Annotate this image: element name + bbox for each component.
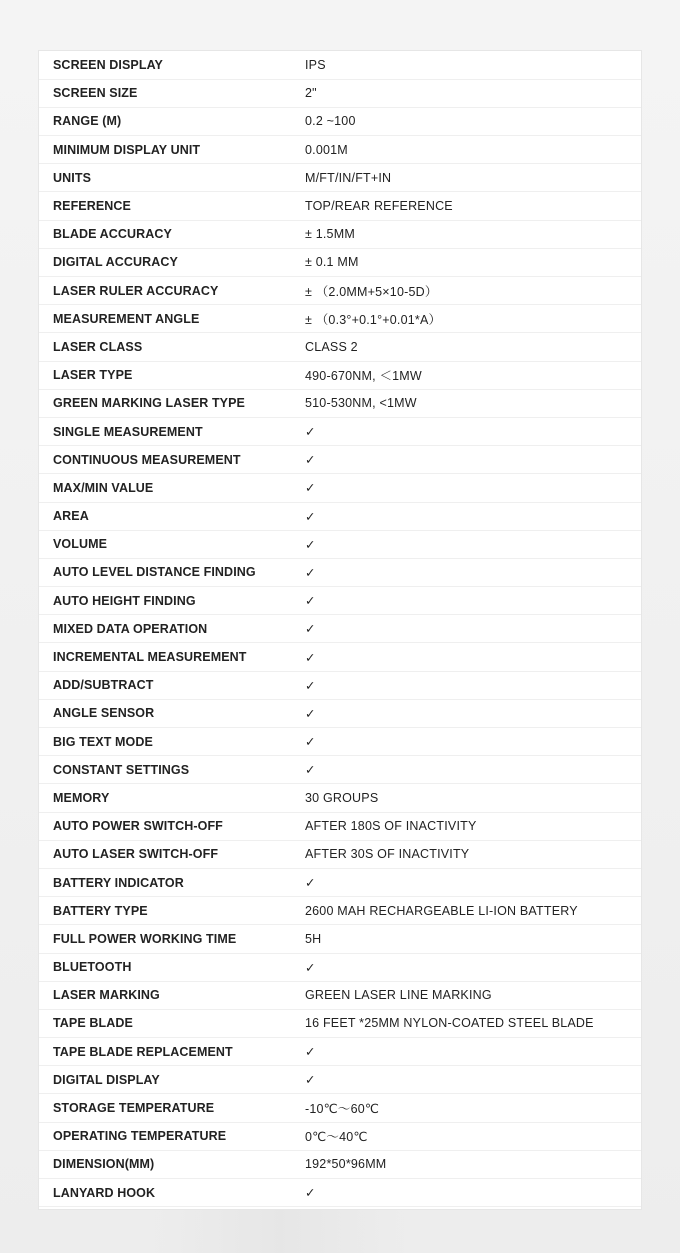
spec-label: REFERENCE (39, 192, 305, 220)
spec-value: CLASS 2 (305, 333, 641, 361)
spec-value-checkmark: ✓ (305, 446, 641, 474)
spec-label: BATTERY INDICATOR (39, 868, 305, 896)
spec-row (39, 446, 641, 474)
spec-table-body (39, 51, 641, 1207)
spec-row (39, 812, 641, 840)
spec-row (39, 192, 641, 220)
spec-label: SCREEN DISPLAY (39, 51, 305, 79)
spec-row (39, 953, 641, 981)
spec-label: BLADE ACCURACY (39, 220, 305, 248)
spec-row (39, 248, 641, 276)
spec-label: ANGLE SENSOR (39, 699, 305, 727)
spec-label: MINIMUM DISPLAY UNIT (39, 136, 305, 164)
spec-value: 5H (305, 925, 641, 953)
spec-value: M/FT/IN/FT+IN (305, 164, 641, 192)
spec-label: DIMENSION(MM) (39, 1150, 305, 1178)
spec-row (39, 333, 641, 361)
spec-row (39, 417, 641, 445)
spec-value-checkmark: ✓ (305, 474, 641, 502)
spec-row (39, 1179, 641, 1207)
spec-row (39, 868, 641, 896)
spec-label: LASER CLASS (39, 333, 305, 361)
spec-value: ± 1.5MM (305, 220, 641, 248)
spec-value: ± 0.1 MM (305, 248, 641, 276)
spec-value: -10℃～60℃ (305, 1094, 641, 1122)
spec-value: GREEN LASER LINE MARKING (305, 981, 641, 1009)
spec-value: 0.2 ~100 (305, 107, 641, 135)
spec-value: ± （2.0MM+5×10-5D） (305, 277, 641, 305)
spec-label: GREEN MARKING LASER TYPE (39, 389, 305, 417)
spec-row (39, 389, 641, 417)
spec-value: AFTER 180S OF INACTIVITY (305, 812, 641, 840)
spec-label: MEMORY (39, 784, 305, 812)
spec-value: 30 GROUPS (305, 784, 641, 812)
spec-label: SCREEN SIZE (39, 79, 305, 107)
spec-row (39, 277, 641, 305)
spec-label: AREA (39, 502, 305, 530)
spec-value-checkmark: ✓ (305, 417, 641, 445)
spec-label: CONSTANT SETTINGS (39, 756, 305, 784)
spec-row (39, 530, 641, 558)
spec-label: BLUETOOTH (39, 953, 305, 981)
spec-label: OPERATING TEMPERATURE (39, 1122, 305, 1150)
spec-label: AUTO LEVEL DISTANCE FINDING (39, 558, 305, 586)
spec-row (39, 784, 641, 812)
spec-value-checkmark: ✓ (305, 756, 641, 784)
spec-value-checkmark: ✓ (305, 1179, 641, 1207)
spec-value: 0℃～40℃ (305, 1122, 641, 1150)
spec-row (39, 107, 641, 135)
spec-row (39, 474, 641, 502)
spec-label: AUTO POWER SWITCH-OFF (39, 812, 305, 840)
spec-label: ADD/SUBTRACT (39, 671, 305, 699)
spec-value: 0.001M (305, 136, 641, 164)
spec-label: BATTERY TYPE (39, 897, 305, 925)
spec-row (39, 164, 641, 192)
spec-label: FULL POWER WORKING TIME (39, 925, 305, 953)
spec-row (39, 840, 641, 868)
spec-label: SINGLE MEASUREMENT (39, 417, 305, 445)
spec-value: AFTER 30S OF INACTIVITY (305, 840, 641, 868)
spec-row (39, 925, 641, 953)
spec-value: 510-530NM, <1MW (305, 389, 641, 417)
spec-value-checkmark: ✓ (305, 558, 641, 586)
spec-row (39, 502, 641, 530)
spec-value-checkmark: ✓ (305, 530, 641, 558)
bottom-shadow (150, 1210, 410, 1253)
spec-value: IPS (305, 51, 641, 79)
spec-label: CONTINUOUS MEASUREMENT (39, 446, 305, 474)
spec-row (39, 1094, 641, 1122)
spec-label: AUTO LASER SWITCH-OFF (39, 840, 305, 868)
spec-label: MAX/MIN VALUE (39, 474, 305, 502)
spec-row (39, 1066, 641, 1094)
spec-value-checkmark: ✓ (305, 671, 641, 699)
spec-value-checkmark: ✓ (305, 643, 641, 671)
spec-value: 16 FEET *25MM NYLON-COATED STEEL BLADE (305, 1009, 641, 1037)
spec-value-checkmark: ✓ (305, 1038, 641, 1066)
spec-value: 2" (305, 79, 641, 107)
spec-row (39, 1009, 641, 1037)
spec-label: VOLUME (39, 530, 305, 558)
spec-label: MIXED DATA OPERATION (39, 615, 305, 643)
spec-row (39, 897, 641, 925)
spec-row (39, 361, 641, 389)
spec-label: LANYARD HOOK (39, 1179, 305, 1207)
spec-label: LASER RULER ACCURACY (39, 277, 305, 305)
spec-row (39, 699, 641, 727)
spec-value-checkmark: ✓ (305, 1066, 641, 1094)
spec-value: 490-670NM, ＜1MW (305, 361, 641, 389)
spec-value-checkmark: ✓ (305, 615, 641, 643)
spec-row (39, 1122, 641, 1150)
spec-row (39, 981, 641, 1009)
spec-label: RANGE (M) (39, 107, 305, 135)
spec-row (39, 220, 641, 248)
spec-row (39, 51, 641, 79)
spec-value: 2600 MAH RECHARGEABLE LI-ION BATTERY (305, 897, 641, 925)
spec-label: UNITS (39, 164, 305, 192)
spec-row (39, 615, 641, 643)
spec-row (39, 643, 641, 671)
spec-value: TOP/REAR REFERENCE (305, 192, 641, 220)
spec-label: MEASUREMENT ANGLE (39, 305, 305, 333)
spec-value: ± （0.3°+0.1°+0.01*A） (305, 305, 641, 333)
spec-label: DIGITAL DISPLAY (39, 1066, 305, 1094)
spec-label: BIG TEXT MODE (39, 728, 305, 756)
spec-label: LASER MARKING (39, 981, 305, 1009)
spec-row (39, 1150, 641, 1178)
spec-value-checkmark: ✓ (305, 502, 641, 530)
spec-row (39, 1038, 641, 1066)
spec-value-checkmark: ✓ (305, 699, 641, 727)
spec-value: 192*50*96MM (305, 1150, 641, 1178)
spec-label: AUTO HEIGHT FINDING (39, 587, 305, 615)
spec-row (39, 136, 641, 164)
spec-label: STORAGE TEMPERATURE (39, 1094, 305, 1122)
spec-label: LASER TYPE (39, 361, 305, 389)
spec-row (39, 756, 641, 784)
spec-label: DIGITAL ACCURACY (39, 248, 305, 276)
spec-value-checkmark: ✓ (305, 587, 641, 615)
spec-label: INCREMENTAL MEASUREMENT (39, 643, 305, 671)
spec-table (39, 51, 641, 1207)
spec-label: TAPE BLADE (39, 1009, 305, 1037)
spec-row (39, 728, 641, 756)
spec-row (39, 79, 641, 107)
spec-row (39, 305, 641, 333)
spec-label: TAPE BLADE REPLACEMENT (39, 1038, 305, 1066)
spec-row (39, 671, 641, 699)
spec-value-checkmark: ✓ (305, 868, 641, 896)
spec-row (39, 558, 641, 586)
spec-sheet (38, 50, 642, 1210)
spec-value-checkmark: ✓ (305, 953, 641, 981)
spec-row (39, 587, 641, 615)
spec-value-checkmark: ✓ (305, 728, 641, 756)
